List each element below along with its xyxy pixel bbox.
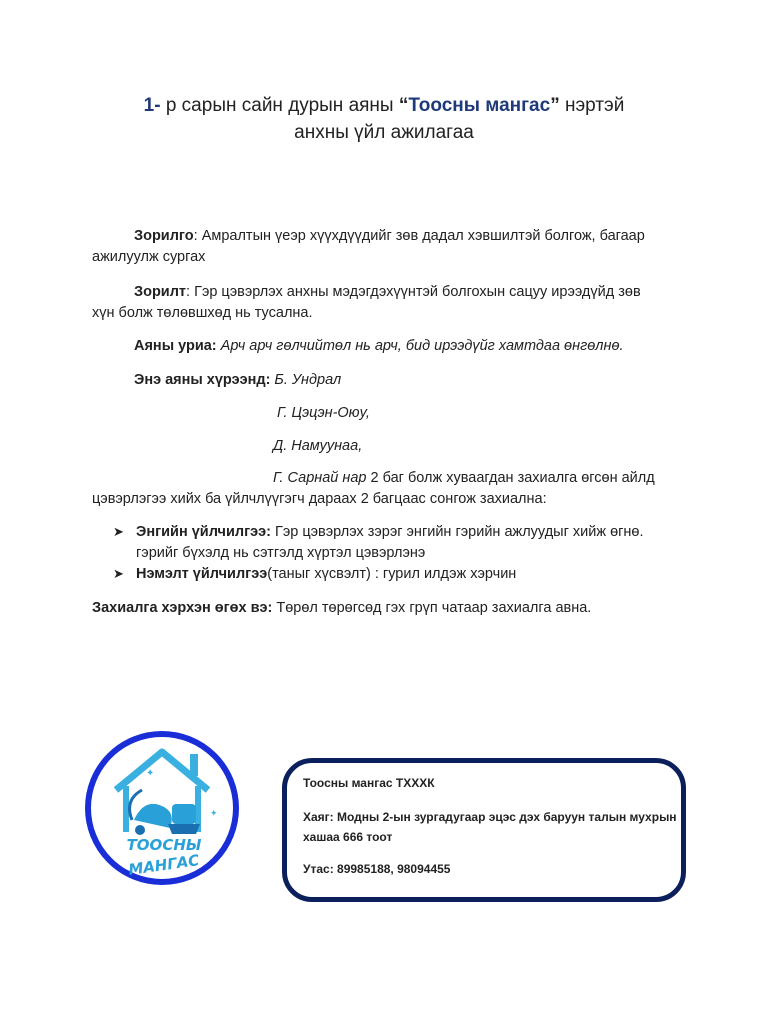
- objective-label: Зорилт: [134, 284, 187, 300]
- logo-text-2: МАНГАС: [127, 851, 201, 879]
- title-line-1: [0, 92, 768, 119]
- chimney-icon: [190, 754, 198, 776]
- member-4: Г. Сарнай нар: [273, 470, 367, 486]
- address-line-1: Хаяг: Модны 2-ын зургадугаар эцэс дэх баруун талын мухрын: [303, 810, 677, 824]
- service-2-label: Нэмэлт үйлчилгээ: [136, 566, 268, 582]
- member-4-line: [273, 468, 655, 489]
- vacuum-wheel-icon: [135, 825, 145, 835]
- cleaning-bottle-icon: [172, 804, 196, 824]
- slogan-label: Аяны уриа:: [134, 338, 217, 354]
- service-1-line-1: [136, 522, 644, 543]
- members-line-1: [134, 370, 341, 391]
- address-line-2: хашаа 666 тоот: [303, 830, 393, 844]
- goal-text-1: : Амралтын үеэр хүүхдүүдийг зөв дадал хэвшилтэй болгож, багаар: [193, 228, 645, 244]
- service-1-label: Энгийн үйлчилгээ:: [136, 524, 271, 540]
- members-line-2: цэвэрлэгээ хийх ба үйлчлүүгэгч дараах 2 багцаас сонгож захиална:: [92, 491, 547, 507]
- logo-text-1: ТООСНЫ: [126, 836, 202, 854]
- order-text: Төрөл төрөгсөд гэх грүп чатаар захиалга авна.: [272, 600, 592, 616]
- title-number: 1-: [143, 95, 161, 116]
- service-1-text-2: гэрийг бүхэлд нь сэтгэлд хүртэл цэвэрлэнэ: [136, 545, 426, 561]
- member-3: Д. Намуунаа,: [273, 438, 363, 454]
- title-quote-close: ”: [550, 95, 560, 116]
- slogan-line: [134, 336, 624, 357]
- goal-text-2: ажилуулж сургах: [92, 249, 206, 265]
- objective-text-2: хүн болж төлөвшхөд нь тусална.: [92, 305, 313, 321]
- sparkle-icon: ✦: [146, 768, 155, 779]
- members-note: 2 баг болж хуваагдан захиалга өгсөн айлд: [366, 470, 655, 486]
- title-line-2: анхны үйл ажилагаа: [294, 122, 474, 143]
- order-line: [92, 598, 591, 619]
- goal-line-1: [134, 226, 645, 247]
- bucket-icon: [168, 824, 200, 834]
- company-name: Тоосны мангас ТХХХК: [303, 776, 435, 790]
- objective-text-1: : Гэр цэвэрлэх анхны мэдэгдэхүүнтэй болгохын сацуу ирээдүйд зөв: [186, 284, 641, 300]
- service-2-text: (таныг хүсвэлт) : гурил илдэж хэрчин: [267, 566, 517, 582]
- objective-line-1: [134, 282, 641, 303]
- member-1: Б. Ундрал: [270, 372, 342, 388]
- title-post: нэртэй: [559, 95, 625, 116]
- page-title: [0, 92, 768, 146]
- members-label: Энэ аяны хүрээнд:: [134, 372, 271, 388]
- goal-label: Зорилго: [134, 228, 194, 244]
- slogan-text: Арч арч гөлчийтөл нь арч, бид ирээдүйг хамтдаа өнгөлнө.: [216, 338, 624, 354]
- order-label: Захиалга хэрхэн өгөх вэ:: [92, 600, 273, 616]
- member-2: Г. Цэцэн-Оюу,: [277, 405, 370, 421]
- arrow-bullet-icon: ➤: [113, 566, 124, 581]
- company-logo: [82, 728, 242, 888]
- phone-number: Утас: 89985188, 98094455: [303, 862, 451, 876]
- campaign-name: Тоосны мангас: [408, 95, 551, 116]
- contact-box: [282, 758, 686, 902]
- arrow-bullet-icon: ➤: [113, 524, 124, 539]
- sparkle-icon: ✦: [210, 809, 218, 819]
- title-pre: р сарын сайн дурын аяны: [160, 95, 399, 116]
- title-quote-open: “: [398, 95, 409, 116]
- service-2-line: [136, 564, 516, 585]
- service-1-text-1: Гэр цэвэрлэх зэрэг энгийн гэрийн ажлуудыг хийж өгнө.: [270, 524, 644, 540]
